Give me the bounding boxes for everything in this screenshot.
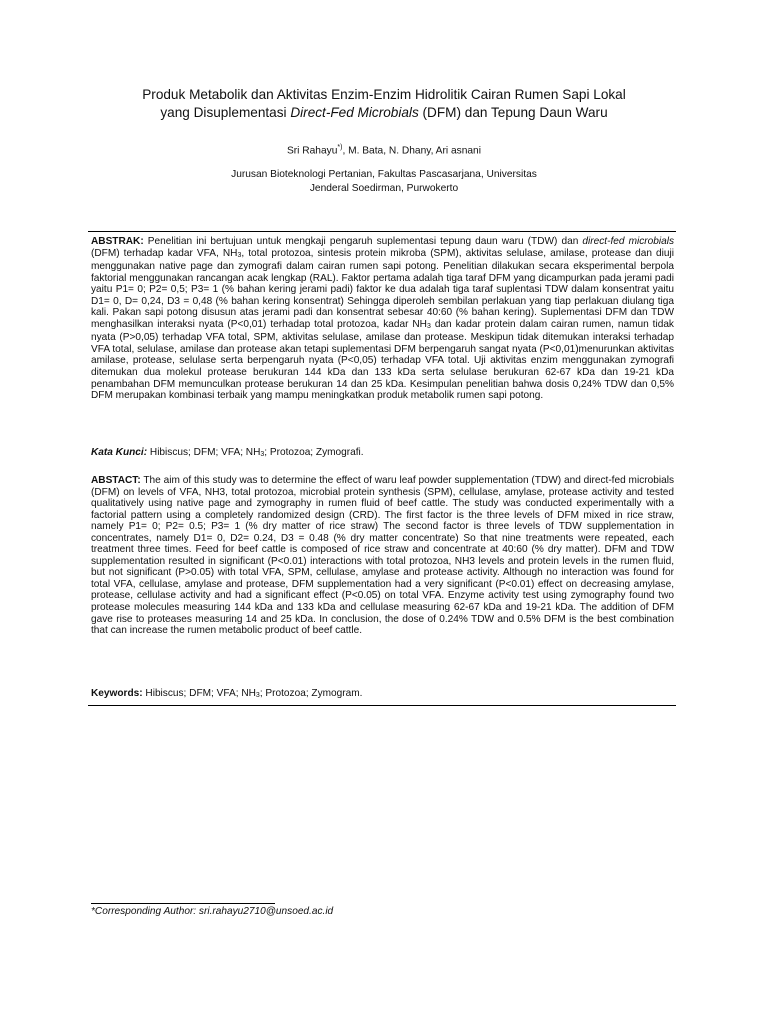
- abstrak-paragraph: [91, 236, 674, 402]
- keywords-subscript: 3: [255, 692, 260, 699]
- abstrak-subscript-2: 3: [426, 322, 431, 330]
- affiliation-line-2: Jenderal Soedirman, Purwokerto: [309, 182, 459, 194]
- abstrak-subscript-1: 3: [237, 251, 242, 259]
- keywords-text-2: ; Protozoa; Zymogram.: [259, 688, 363, 699]
- abstact-label: ABSTACT:: [91, 475, 141, 486]
- footnote-rule: [91, 903, 275, 904]
- corresponding-mark: *): [337, 144, 343, 151]
- paper-title: [90, 86, 678, 122]
- abstrak-text-1: Penelitian ini bertujuan untuk mengkaji pengaruh suplementasi tepung daun waru (TDW) dan: [143, 236, 583, 247]
- title-line-2-italic: Direct-Fed Microbials: [290, 105, 419, 120]
- title-line-1: Produk Metabolik dan Aktivitas Enzim-Enzim Hidrolitik Cairan Rumen Sapi Lokal: [142, 87, 626, 102]
- first-author: Sri Rahayu: [286, 145, 338, 157]
- co-authors: , M. Bata, N. Dhany, Ari asnani: [342, 145, 481, 157]
- affiliation: [90, 168, 678, 195]
- kata-kunci-text-2: ; Protozoa; Zymografi.: [264, 447, 364, 458]
- abstrak-text-4: dan kadar protein dalam cairan rumen, namun tidak nyata (P>0,05) terhadap VFA total, SPM, aktivitas selulase, amilase dan protease. Meskipun tidak ditemukan interaksi terhadap VFA total, selulase, amilase dan protease akan tetapi suplementasi DFM berpengaruh sangat nyata (P<0,01)menurunkan aktivitas amilase, protease, selulase serta berpengaruh nyata (P<0,05) terhadap VFA total. Uji aktivitas enzim menggunakan zymografi ditemukan dua molekul protease berukuran 144 kDa dan 133 kDa serta selulase berukuran 62-67 kDa dan 19-21 kDa penambahan DFM memunculkan protease berukuran 14 dan 25 kDa. Kesimpulan penelitian bahwa dosis 0,24% TDW dan 0,5% DFM merupakan kombinasi terbaik yang mampu meningkatkan produk metabolik rumen sapi potong.: [91, 318, 674, 402]
- abstrak-label: ABSTRAK:: [91, 236, 144, 247]
- abstrak-text-3: , total protozoa, sintesis protein mikroba (SPM), aktivitas selulase, amilase, protease dan diuji menggunakan native page dan zymografi dalam cairan rumen sapi potong. Penelitian dilakukan secara eksperimental berpola faktorial menggunakan rancangan acak lengkap (RAL). Faktor pertama adalah tiga taraf DFM yang dicampurkan pada jerami padi yaitu P1= 0; P2= 0,5; P3= 1 (% bahan kering jerami padi) faktor ke dua adalah tiga taraf suplentasi TDW dalam konsentrat yaitu D1= 0, D= 0,24, D3 = 0,48 (% bahan kering konsentrat) Sehingga diperoleh sembilan perlakuan yang tiap perlakuan diulang tiga kali. Pakan sapi potong disusun atas jerami padi dan konsentrat sebesar 40:60 (% bahan kering). Suplementasi DFM dan TDW menghasilkan interaksi nyata (P<0,01) terhadap total protozoa, kadar NH: [91, 247, 675, 330]
- title-line-2-post: (DFM) dan Tepung Daun Waru: [418, 105, 608, 120]
- kata-kunci-label: Kata Kunci:: [91, 447, 148, 458]
- abstract-top-rule: [88, 231, 676, 232]
- kata-kunci-text-1: Hibiscus; DFM; VFA; NH: [147, 447, 261, 458]
- affiliation-line-1: Jurusan Bioteknologi Pertanian, Fakultas Pascasarjana, Universitas: [231, 169, 537, 180]
- corresponding-author-footnote: *Corresponding Author: sri.rahayu2710@unsoed.ac.id: [91, 906, 334, 917]
- title-line-2-pre: yang Disuplementasi: [160, 105, 291, 120]
- kata-kunci: [91, 447, 674, 461]
- abstrak-text-2: (DFM) terhadap kadar VFA, NH: [91, 247, 238, 259]
- author-list: [90, 141, 678, 157]
- abstrak-italic-term: direct-fed microbials: [582, 236, 675, 247]
- keywords-text-1: Hibiscus; DFM; VFA; NH: [142, 688, 256, 699]
- abstact-paragraph: [91, 475, 674, 637]
- abstract-bottom-rule: [88, 705, 676, 706]
- abstact-text: The aim of this study was to determine the effect of waru leaf powder supplementation (TDW) and direct-fed microbials (DFM) on levels of VFA, NH3, total protozoa, microbial protein synthesis (SPM), cellulase, amylase, protease activity and tested qualitatively using native page and zymography in rumen fluid of beef cattle. The study was conducted experimentally with a factorial pattern using a completely randomized design (CRD). The first factor is the three levels of DFM mixed in rice straw, namely P1= 0; P2= 0.5; P3= 1 (% dry matter of rice straw) The second factor is three levels of TDW supplementation in concentrates, namely D1= 0, D2= 0.24, D3 = 0.48 (% dry matter concentrate) So that nine treatments were repeated, each treatment three times. Feed for beef cattle is composed of rice straw and concentrate at 40:60 (% dry matter). DFM and TDW supplementation resulted in significant (P<0.01) interactions with total protozoa, NH3 levels and protein levels in the rumen fluid, but not significant (P>0.05) with total VFA, SPM, cellulase, amylase and protease activity. Although no interaction was found for total VFA, cellulase, amylase and protease, DFM supplementation had a very significant (P<0.01) effect on decreasing amylase, protease, cellulase activity and had a significant effect (P<0.05) on total VFA. Enzyme activity test using zymography found two protease molecules measuring 144 kDa and 133 kDa and cellulase measuring 62-67 kDa and 19-21 kDa. The addition of DFM gave rise to proteases measuring 14 and 25 kDa. In conclusion, the dose of 0.24% TDW and 0.5% DFM is the best combination that can increase the rumen metabolic product of beef cattle.: [91, 475, 674, 637]
- keywords: [91, 688, 674, 702]
- keywords-label: Keywords:: [91, 688, 143, 699]
- kata-kunci-subscript: 3: [260, 451, 265, 458]
